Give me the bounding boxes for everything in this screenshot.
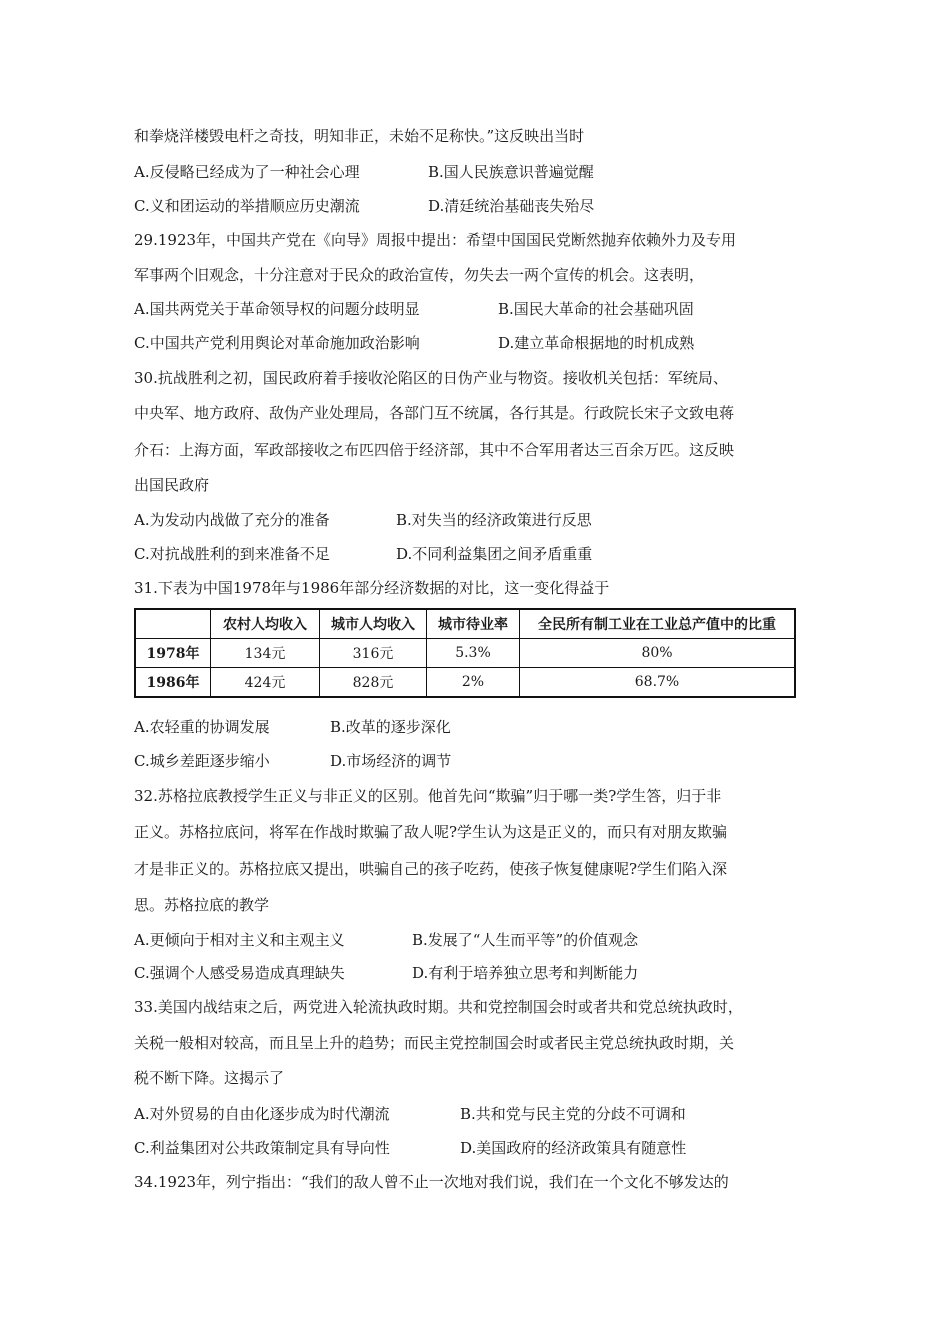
option-a[interactable]: A.为发动内战做了充分的准备 bbox=[134, 511, 330, 529]
question-29-line-2: 军事两个旧观念，十分注意对于民众的政治宣传，勿失去一两个宣传的机会。这表明， bbox=[134, 266, 705, 284]
table-cell: 1986年 bbox=[135, 668, 211, 698]
question-34-line-1: 34.1923年，列宁指出：“我们的敌人曾不止一次地对我们说，我们在一个文化不够发达的 bbox=[134, 1173, 729, 1191]
table-cell: 316元 bbox=[320, 639, 427, 668]
option-b[interactable]: B.国人民族意识普遍觉醒 bbox=[428, 163, 594, 181]
option-d[interactable]: D.美国政府的经济政策具有随意性 bbox=[460, 1139, 687, 1157]
question-30-line-1: 30.抗战胜利之初，国民政府着手接收沦陷区的日伪产业与物资。接收机关包括：军统局、 bbox=[134, 369, 728, 387]
table-header-cell: 农村人均收入 bbox=[211, 609, 320, 639]
question-32-line-2: 正义。苏格拉底问，将军在作战时欺骗了敌人呢?学生认为这是正义的，而只有对朋友欺骗 bbox=[134, 823, 728, 841]
table-header-row bbox=[135, 609, 795, 639]
option-b[interactable]: B.对失当的经济政策进行反思 bbox=[396, 511, 592, 529]
option-a[interactable]: A.国共两党关于革命领导权的问题分歧明显 bbox=[134, 300, 420, 318]
economic-data-table bbox=[134, 608, 796, 698]
option-c[interactable]: C.利益集团对公共政策制定具有导向性 bbox=[134, 1139, 390, 1157]
table-cell: 80% bbox=[520, 639, 796, 668]
table-cell: 828元 bbox=[320, 668, 427, 698]
option-c[interactable]: C.中国共产党利用舆论对革命施加政治影响 bbox=[134, 334, 420, 352]
option-a[interactable]: A.反侵略已经成为了一种社会心理 bbox=[134, 163, 360, 181]
table-cell: 5.3% bbox=[427, 639, 520, 668]
table-cell: 134元 bbox=[211, 639, 320, 668]
question-text-line: 和拳烧洋楼毁电杆之奇技，明知非正，未始不足称快。”这反映出当时 bbox=[134, 127, 585, 145]
question-32-line-3: 才是非正义的。苏格拉底又提出，哄骗自己的孩子吃药，使孩子恢复健康呢?学生们陷入深 bbox=[134, 860, 728, 878]
option-d[interactable]: D.不同利益集团之间矛盾重重 bbox=[396, 545, 593, 563]
question-30-line-2: 中央军、地方政府、敌伪产业处理局，各部门互不统属，各行其是。行政院长宋子文致电蒋 bbox=[134, 404, 735, 422]
question-32-line-4: 思。苏格拉底的教学 bbox=[134, 896, 270, 914]
table-header-cell: 城市待业率 bbox=[427, 609, 520, 639]
table-cell: 68.7% bbox=[520, 668, 796, 698]
option-c[interactable]: C.对抗战胜利的到来准备不足 bbox=[134, 545, 330, 563]
option-d[interactable]: D.建立革命根据地的时机成熟 bbox=[498, 334, 695, 352]
question-33-line-2: 关税一般相对较高，而且呈上升的趋势；而民主党控制国会时或者民主党总统执政时期，关 bbox=[134, 1034, 735, 1052]
table-header-cell: 城市人均收入 bbox=[320, 609, 427, 639]
option-b[interactable]: B.发展了“人生而平等”的价值观念 bbox=[412, 931, 639, 949]
option-b[interactable]: B.改革的逐步深化 bbox=[330, 718, 451, 736]
question-33-line-1: 33.美国内战结束之后，两党进入轮流执政时期。共和党控制国会时或者共和党总统执政时， bbox=[134, 998, 743, 1016]
option-d[interactable]: D.市场经济的调节 bbox=[330, 752, 452, 770]
table-cell: 424元 bbox=[211, 668, 320, 698]
question-30-line-3: 介石：上海方面，军政部接收之布匹四倍于经济部，其中不合军用者达三百余万匹。这反映 bbox=[134, 441, 735, 459]
option-b[interactable]: B.共和党与民主党的分歧不可调和 bbox=[460, 1105, 686, 1123]
question-31-line-1: 31.下表为中国1978年与1986年部分经济数据的对比，这一变化得益于 bbox=[134, 579, 610, 597]
option-d[interactable]: D.清廷统治基础丧失殆尽 bbox=[428, 197, 595, 215]
option-b[interactable]: B.国民大革命的社会基础巩固 bbox=[498, 300, 694, 318]
table-header-cell: 全民所有制工业在工业总产值中的比重 bbox=[520, 609, 796, 639]
option-a[interactable]: A.农轻重的协调发展 bbox=[134, 718, 270, 736]
option-a[interactable]: A.对外贸易的自由化逐步成为时代潮流 bbox=[134, 1105, 390, 1123]
question-32-line-1: 32.苏格拉底教授学生正义与非正义的区别。他首先问“欺骗”归于哪一类?学生答，归于非 bbox=[134, 787, 722, 805]
table-row bbox=[135, 639, 795, 668]
option-c[interactable]: C.城乡差距逐步缩小 bbox=[134, 752, 270, 770]
option-c[interactable]: C.义和团运动的举措顺应历史潮流 bbox=[134, 197, 360, 215]
option-c[interactable]: C.强调个人感受易造成真理缺失 bbox=[134, 964, 345, 982]
option-a[interactable]: A.更倾向于相对主义和主观主义 bbox=[134, 931, 345, 949]
table-cell: 1978年 bbox=[135, 639, 211, 668]
table-cell: 2% bbox=[427, 668, 520, 698]
table-row bbox=[135, 668, 795, 698]
option-d[interactable]: D.有利于培养独立思考和判断能力 bbox=[412, 964, 639, 982]
question-29-line-1: 29.1923年，中国共产党在《向导》周报中提出：希望中国国民党断然抛弃依赖外力及专用 bbox=[134, 231, 737, 249]
table-header-cell bbox=[135, 609, 211, 639]
question-30-line-4: 出国民政府 bbox=[134, 476, 210, 494]
question-33-line-3: 税不断下降。这揭示了 bbox=[134, 1069, 285, 1087]
